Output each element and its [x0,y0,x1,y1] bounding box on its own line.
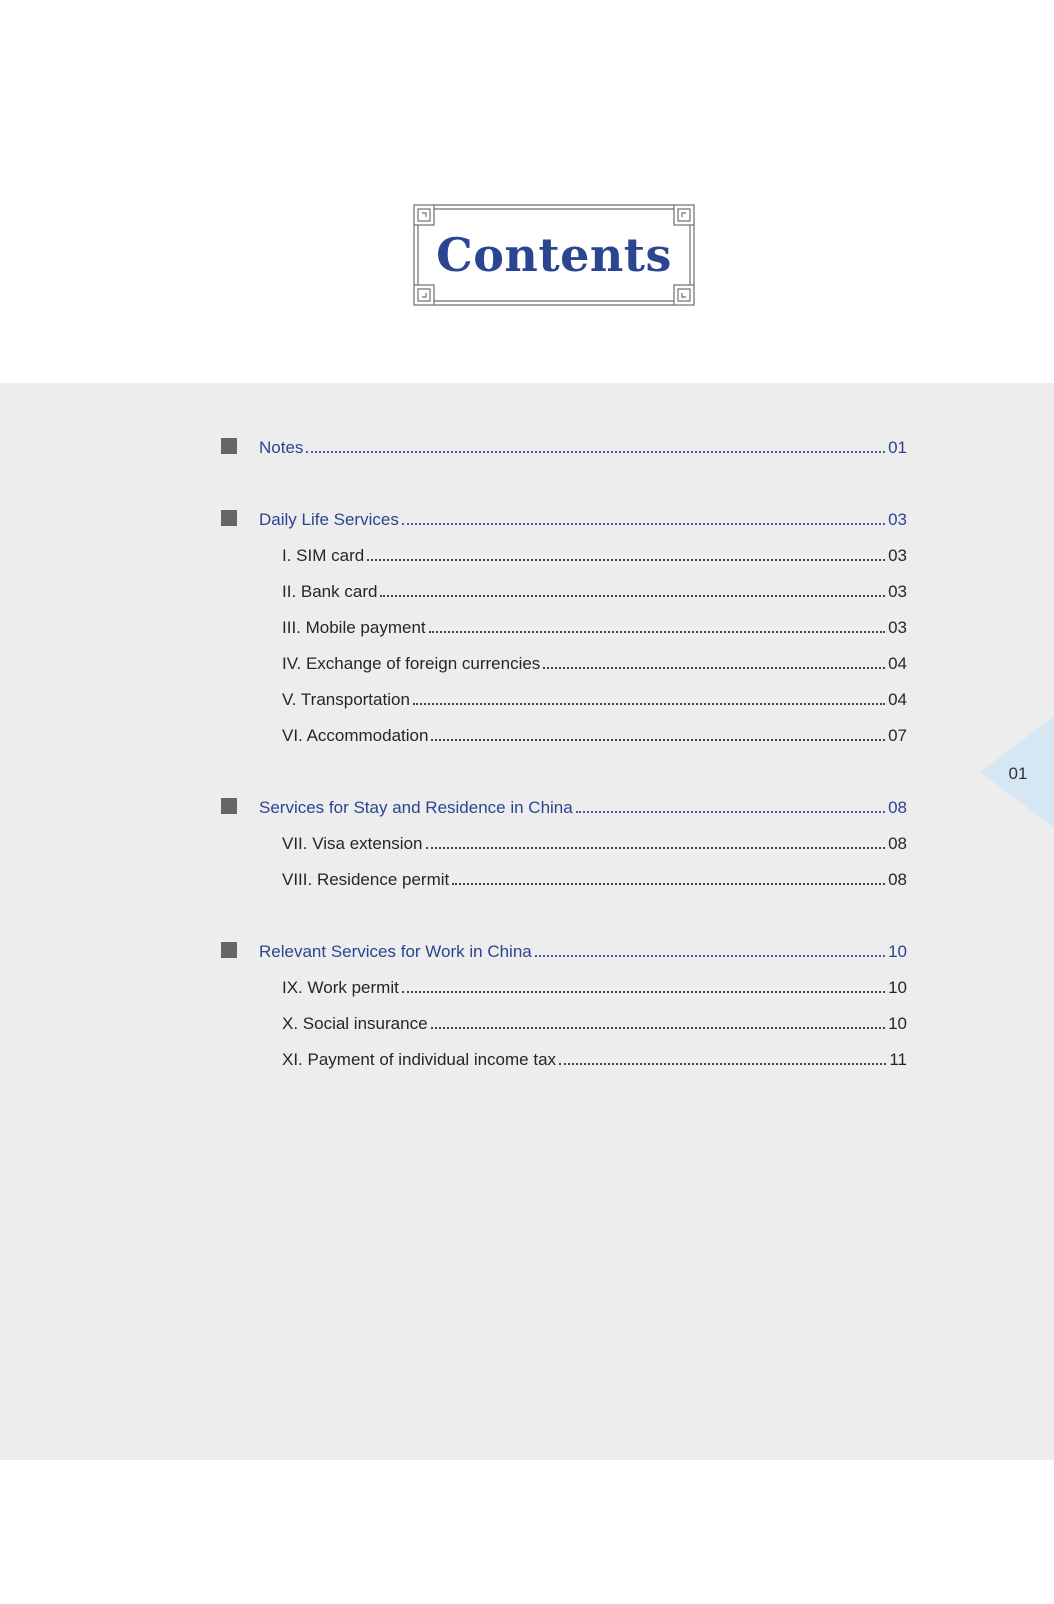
toc-item-social-insurance[interactable] [282,1006,907,1034]
toc-section-daily-life[interactable] [259,502,907,530]
toc-page-number: 04 [888,690,907,709]
toc-item-label: II. Bank card [282,582,378,601]
dot-leader [413,703,885,705]
toc-section-label: Notes [259,438,304,457]
page-number: 01 [1008,764,1028,783]
dot-leader [426,847,886,849]
toc-section-stay-residence[interactable] [259,790,907,818]
toc-item-mobile-payment[interactable] [282,610,907,638]
section-bullet-icon [221,510,237,526]
toc-item-transportation[interactable] [282,682,907,710]
toc-page-number: 03 [888,618,907,637]
toc-item-label: X. Social insurance [282,1014,428,1033]
toc-page-number: 03 [888,546,907,565]
toc-page-number: 10 [888,1014,907,1033]
toc-item-label: I. SIM card [282,546,365,565]
toc-item-visa-extension[interactable] [282,826,907,854]
toc-page-number: 08 [888,798,907,817]
section-bullet-icon [221,798,237,814]
section-bullet-icon [221,942,237,958]
toc-page-number: 08 [888,870,907,889]
toc-item-bank-card[interactable] [282,574,907,602]
dot-leader [402,991,885,993]
dot-leader [431,1027,886,1029]
toc-item-foreign-currencies[interactable] [282,646,907,674]
toc-page-number: 08 [888,834,907,853]
toc-section-label: Daily Life Services [259,510,399,529]
toc-page-number: 10 [888,978,907,997]
dot-leader [576,811,885,813]
toc-item-label: XI. Payment of individual income tax [282,1050,557,1069]
toc-item-label: IX. Work permit [282,978,399,997]
toc-item-label: VIII. Residence permit [282,870,450,889]
toc-section-label: Services for Stay and Residence in China [259,798,573,817]
dot-leader [367,559,885,561]
header-area [0,0,1054,383]
toc-item-accommodation[interactable] [282,718,907,746]
toc-item-label: III. Mobile payment [282,618,426,637]
toc-item-residence-permit[interactable] [282,862,907,890]
toc-page-number: 10 [888,942,907,961]
dot-leader [431,739,885,741]
toc-item-income-tax[interactable] [282,1042,907,1070]
toc-page-number: 01 [888,438,907,457]
dot-leader [402,523,885,525]
toc-item-label: IV. Exchange of foreign currencies [282,654,541,673]
toc-item-label: VII. Visa extension [282,834,423,853]
section-bullet-icon [221,438,237,454]
dot-leader [452,883,885,885]
toc-item-sim-card[interactable] [282,538,907,566]
toc-item-label: VI. Accommodation [282,726,429,745]
dot-leader [380,595,885,597]
toc-page-number: 03 [888,510,907,529]
dot-leader [543,667,885,669]
dot-leader [306,451,885,453]
toc-page-number: 03 [888,582,907,601]
page-title: Contents [436,228,672,282]
toc-page-number: 11 [889,1050,907,1069]
dot-leader [429,631,885,633]
toc-section-notes[interactable] [259,430,907,458]
toc-page-number: 07 [888,726,907,745]
toc-item-work-permit[interactable] [282,970,907,998]
dot-leader [535,955,885,957]
title-frame [412,203,696,307]
toc-section-work[interactable] [259,934,907,962]
toc-item-label: V. Transportation [282,690,410,709]
toc-section-label: Relevant Services for Work in China [259,942,532,961]
toc-page-number: 04 [888,654,907,673]
dot-leader [559,1063,886,1065]
